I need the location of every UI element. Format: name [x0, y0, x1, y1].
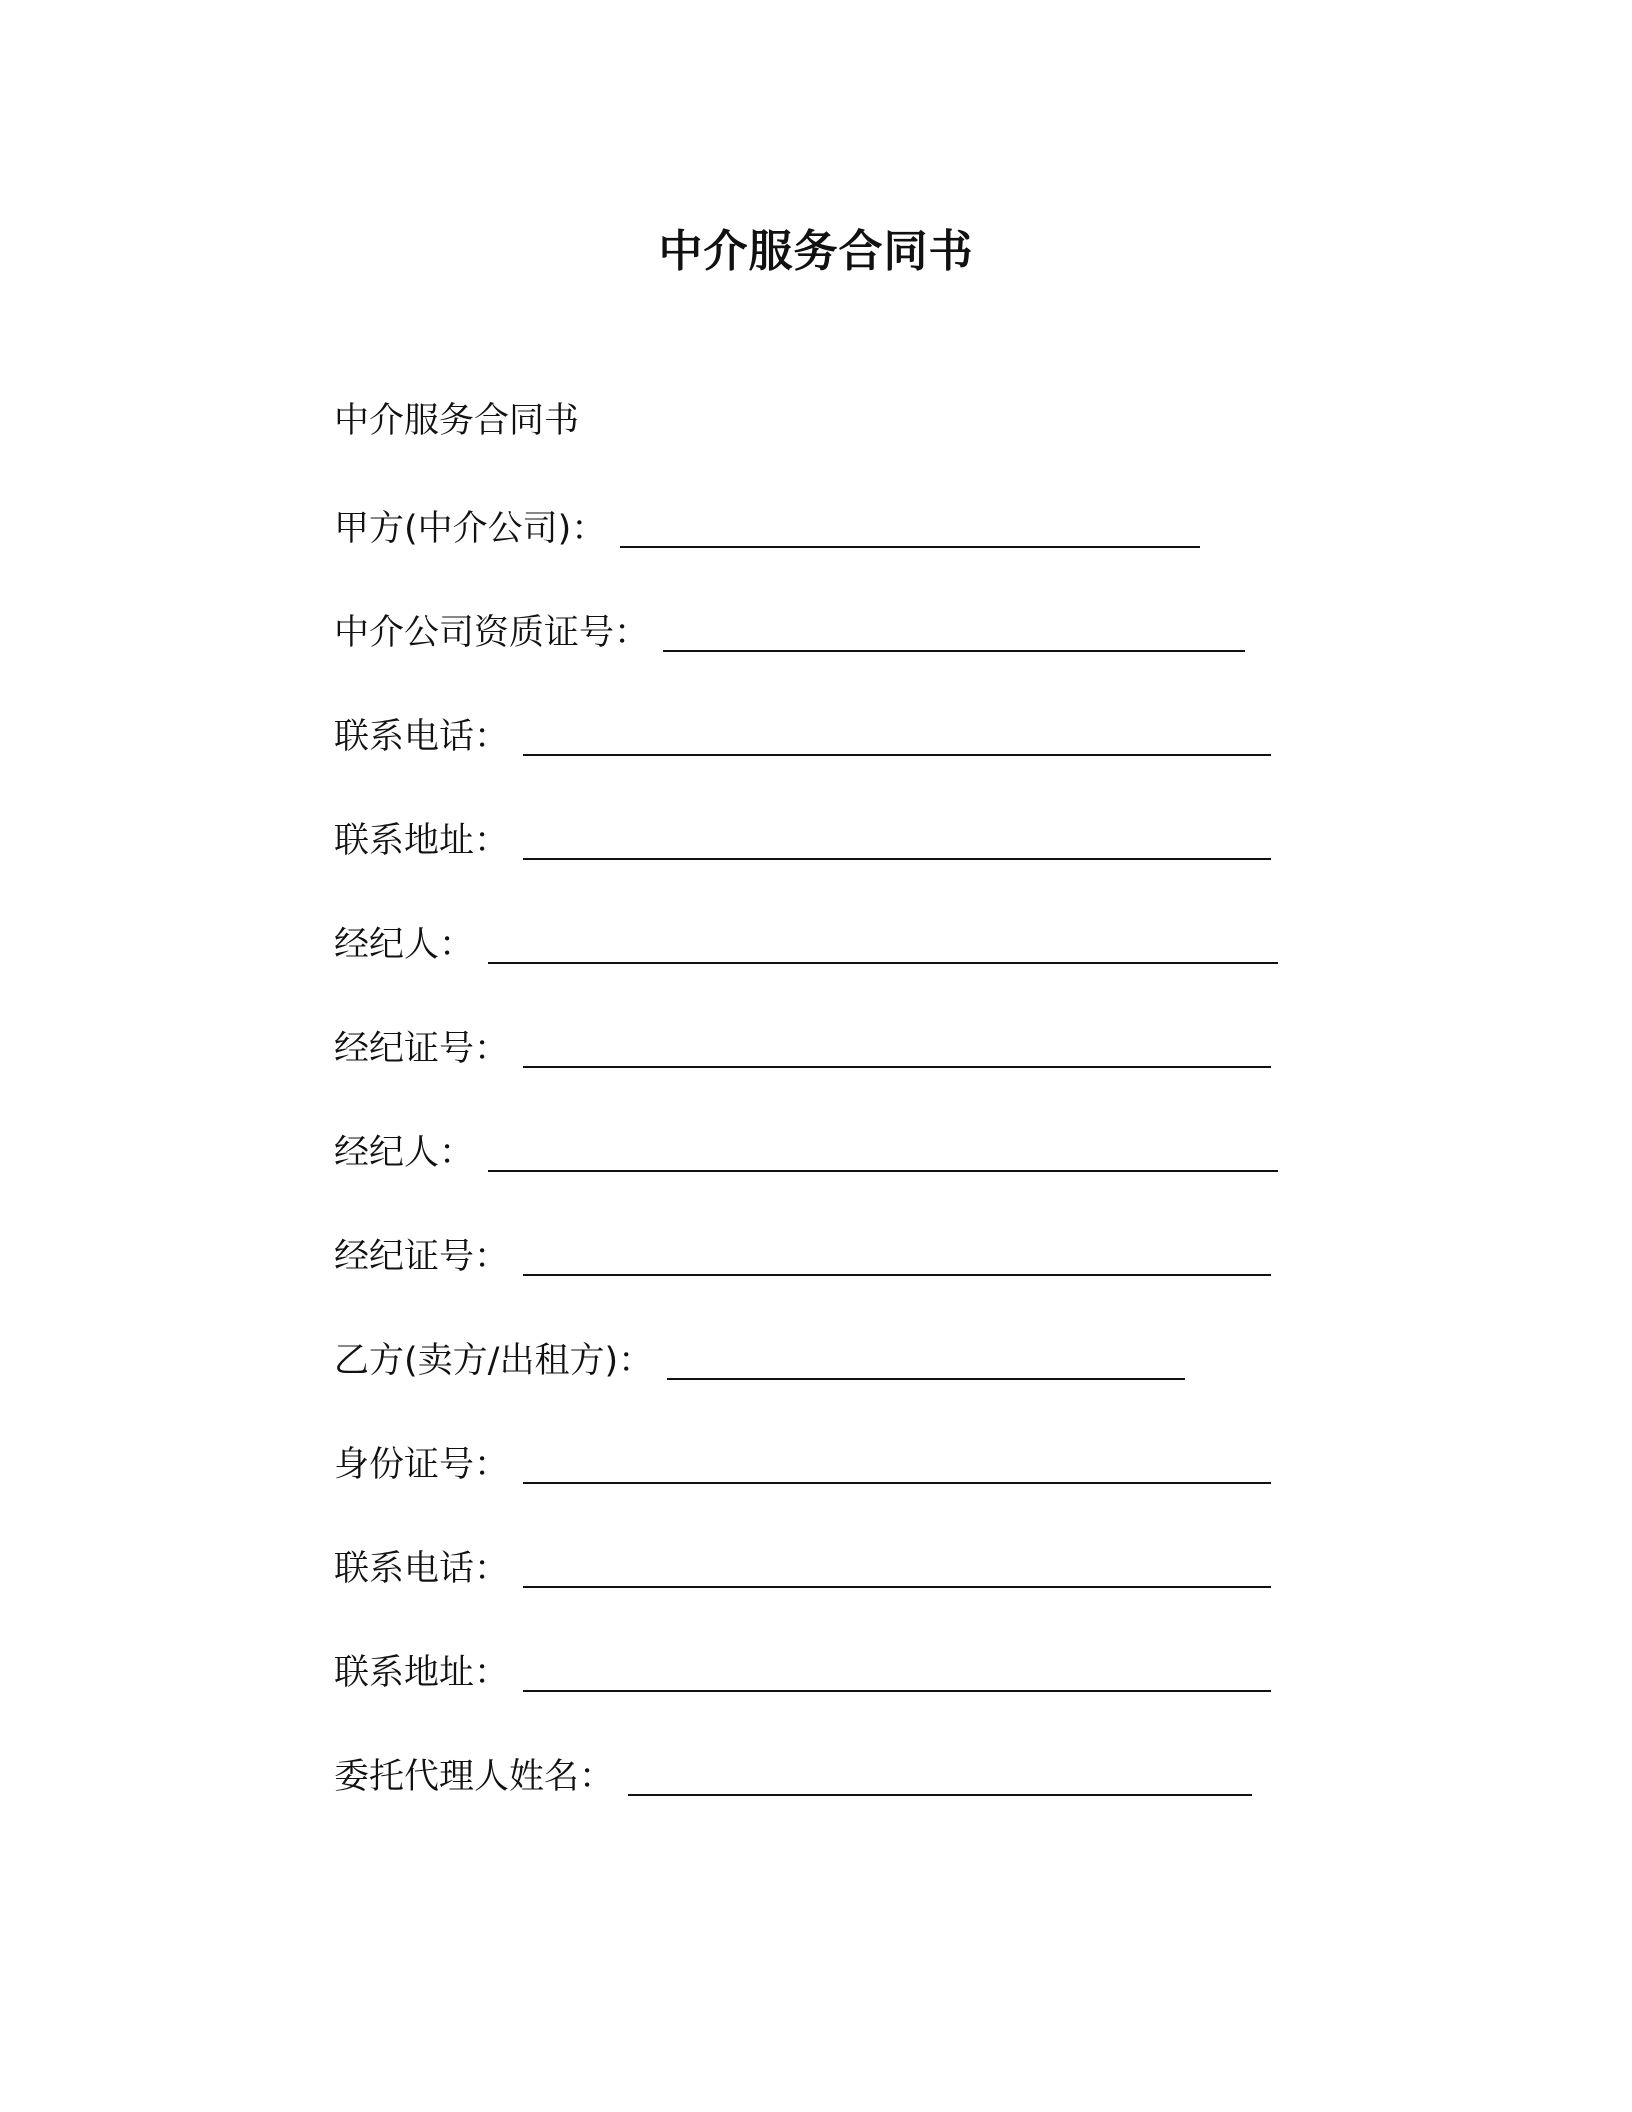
field-label: 联系电话：	[334, 1549, 510, 1589]
field-label: 经纪证号：	[334, 1029, 510, 1069]
field-label: 联系电话：	[334, 717, 510, 757]
document-subtitle: 中介服务合同书	[334, 401, 580, 441]
fill-in-blank[interactable]	[488, 1170, 1278, 1172]
field-label: 委托代理人姓名：	[334, 1757, 615, 1797]
fill-in-blank[interactable]	[488, 962, 1278, 964]
fill-in-blank[interactable]	[667, 1378, 1185, 1380]
field-row-phone	[334, 658, 1294, 762]
field-row-proxy-name	[334, 1698, 1294, 1802]
field-row-phone-b	[334, 1490, 1294, 1594]
fill-in-blank[interactable]	[523, 1482, 1271, 1484]
fill-in-blank[interactable]	[523, 1690, 1271, 1692]
fill-in-blank[interactable]	[663, 650, 1245, 652]
field-row-agent	[334, 866, 1294, 970]
field-label: 身份证号：	[334, 1445, 510, 1485]
field-row-qualification-number	[334, 554, 1294, 658]
document-title: 中介服务合同书	[658, 226, 974, 277]
field-label: 联系地址：	[334, 1653, 510, 1693]
fill-in-blank[interactable]	[523, 754, 1271, 756]
field-row-address-b	[334, 1594, 1294, 1698]
fill-in-blank[interactable]	[523, 858, 1271, 860]
field-row-party-a	[334, 504, 1294, 554]
field-label: 经纪证号：	[334, 1237, 510, 1277]
fill-in-blank[interactable]	[620, 546, 1200, 548]
fill-in-blank[interactable]	[628, 1794, 1252, 1796]
fill-in-blank[interactable]	[523, 1274, 1271, 1276]
field-row-agent-2	[334, 1074, 1294, 1178]
fill-in-blank[interactable]	[523, 1066, 1271, 1068]
field-label: 乙方(卖方/出租方)：	[334, 1341, 654, 1381]
field-row-address	[334, 762, 1294, 866]
field-label: 中介公司资质证号：	[334, 613, 650, 653]
field-row-agent-license-2	[334, 1178, 1294, 1282]
fill-in-blank[interactable]	[523, 1586, 1271, 1588]
field-label: 甲方(中介公司)：	[334, 509, 607, 549]
field-row-id-number	[334, 1386, 1294, 1490]
field-label: 联系地址：	[334, 821, 510, 861]
field-row-agent-license	[334, 970, 1294, 1074]
field-row-party-b	[334, 1282, 1294, 1386]
field-label: 经纪人：	[334, 1133, 475, 1173]
form-fields	[334, 504, 1294, 1802]
field-label: 经纪人：	[334, 925, 475, 965]
